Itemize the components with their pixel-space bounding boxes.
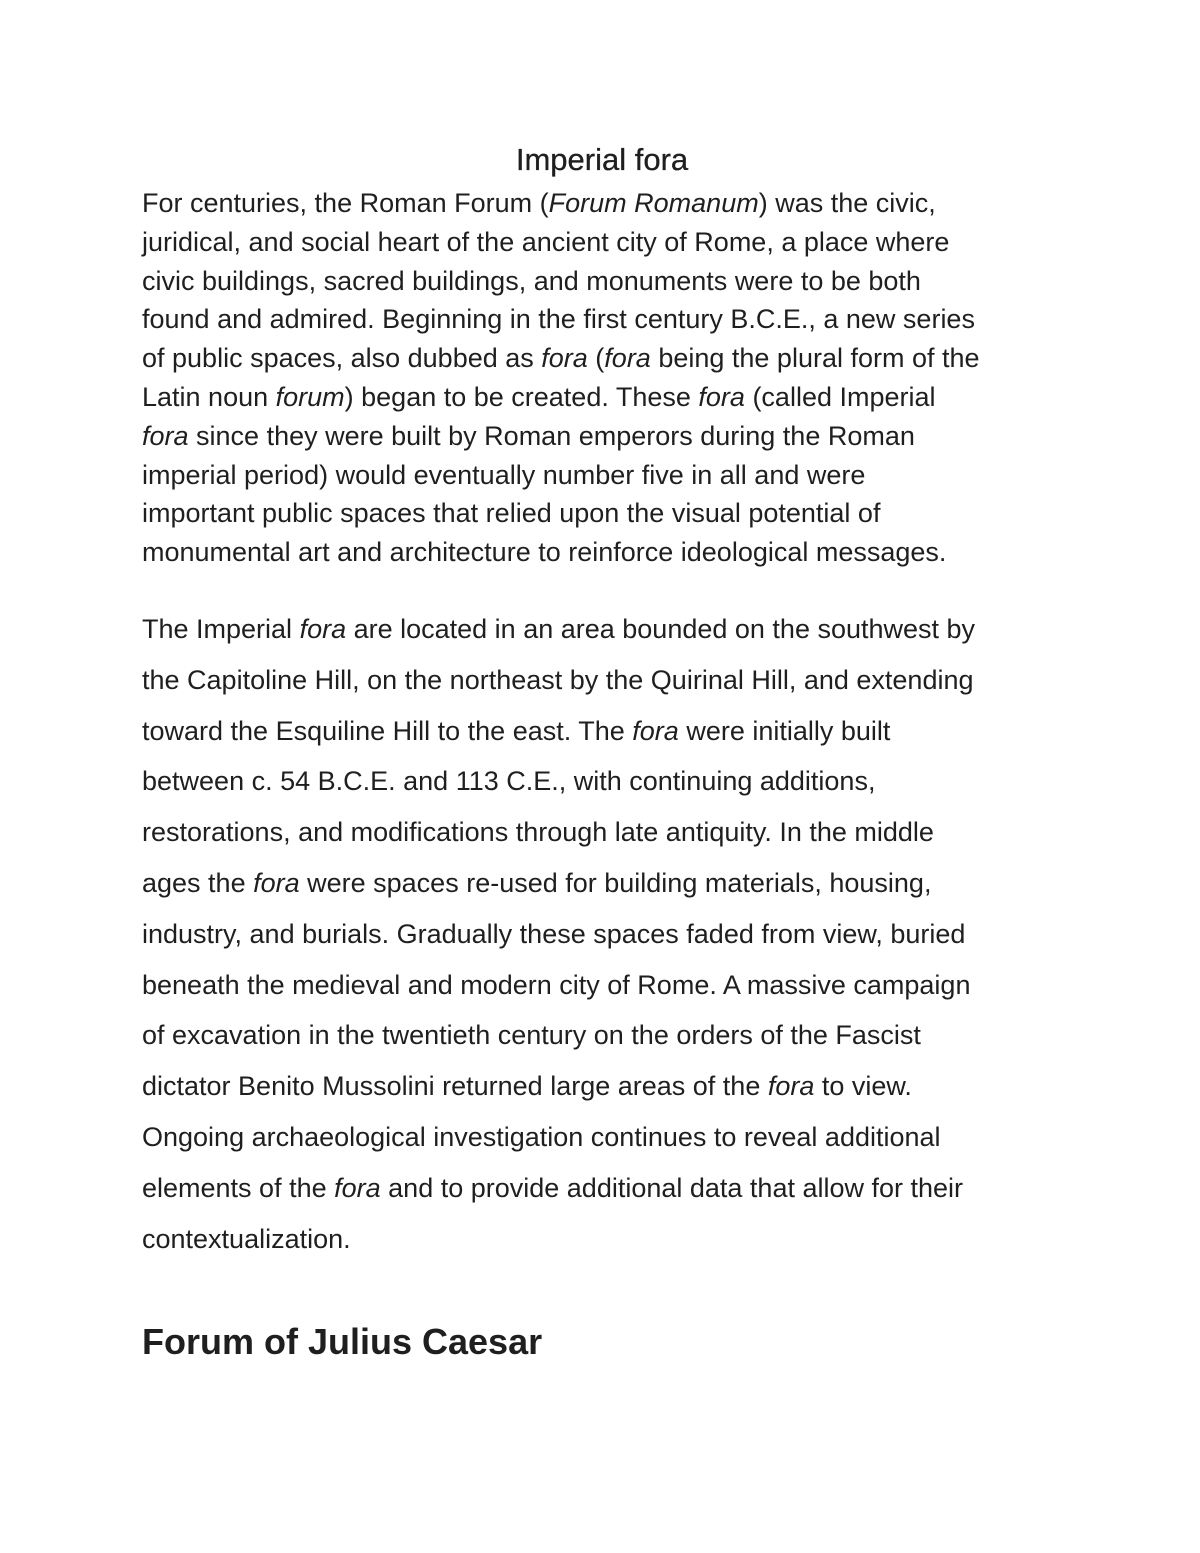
section-heading: Forum of Julius Caesar <box>142 1321 543 1363</box>
italic-term: fora <box>253 867 300 898</box>
document-page <box>142 138 1062 1364</box>
text-segment: restorations, and modifications through late antiquity. In the middle <box>142 817 934 848</box>
text-line <box>142 494 1062 533</box>
italic-term: fora <box>604 343 651 374</box>
text-line <box>142 1010 1062 1061</box>
text-segment: ) was the civic, <box>758 188 936 218</box>
italic-term: fora <box>698 381 745 412</box>
text-segment: Ongoing archaeological investigation continues to reveal additional <box>142 1121 941 1152</box>
italic-term: fora <box>541 343 588 374</box>
text-line <box>142 756 1062 807</box>
text-line <box>142 1214 1062 1265</box>
text-segment: between c. 54 B.C.E. and 113 C.E., with continuing additions, <box>142 766 876 797</box>
text-line <box>142 378 1062 417</box>
text-segment: are located in an area bounded on the southwest by <box>346 613 976 644</box>
text-line <box>142 300 1062 339</box>
text-segment: being the plural form of the <box>650 343 980 374</box>
italic-term: fora <box>632 715 679 746</box>
text-segment: of public spaces, also dubbed as <box>142 343 542 374</box>
text-segment: were spaces re-used for building materials, housing, <box>299 867 932 898</box>
text-segment: (called Imperial <box>744 381 936 412</box>
text-line <box>142 858 1062 909</box>
text-line <box>142 456 1062 495</box>
text-segment: dictator Benito Mussolini returned large areas of the <box>142 1071 768 1102</box>
text-segment: were initially built <box>678 715 891 746</box>
text-segment: juridical, and social heart of the ancient city of Rome, a place where <box>142 226 950 257</box>
text-line <box>142 223 1062 262</box>
italic-term: fora <box>299 613 347 644</box>
text-segment: the Capitoline Hill, on the northeast by the Quirinal Hill, and extending <box>142 664 974 695</box>
text-segment: important public spaces that relied upon the visual potential of <box>142 498 881 529</box>
text-segment: of excavation in the twentieth century on the orders of the Fascist <box>142 1020 921 1051</box>
italic-term: Forum Romanum <box>548 188 759 218</box>
text-segment: ages the <box>142 867 254 898</box>
text-segment: imperial period) would eventually number five in all and were <box>142 459 866 490</box>
text-segment: civic buildings, sacred buildings, and monuments were to be both <box>142 265 921 296</box>
text-segment: monumental art and architecture to reinforce ideological messages. <box>142 537 947 568</box>
text-line <box>142 604 1062 655</box>
text-line <box>142 909 1062 960</box>
text-line <box>142 262 1062 301</box>
text-line <box>142 339 1062 378</box>
text-line <box>142 960 1062 1011</box>
text-segment: Latin noun <box>142 381 276 412</box>
text-segment: toward the Esquiline Hill to the east. The <box>142 715 633 746</box>
text-segment: found and admired. Beginning in the first century B.C.E., a new series <box>142 304 975 335</box>
text-segment: since they were built by Roman emperors during the Roman <box>188 420 915 451</box>
text-segment: contextualization. <box>142 1223 351 1254</box>
text-line <box>142 1112 1062 1163</box>
text-segment: beneath the medieval and modern city of Rome. A massive campaign <box>142 969 971 1000</box>
text-segment: ( <box>587 343 605 374</box>
text-line <box>142 1163 1062 1214</box>
text-segment: industry, and burials. Gradually these spaces faded from view, buried <box>142 918 966 949</box>
italic-term: fora <box>142 420 189 451</box>
italic-term: fora <box>334 1172 381 1203</box>
text-segment: and to provide additional data that allow for their <box>380 1172 964 1203</box>
text-segment: ) began to be created. These <box>344 381 699 412</box>
text-line <box>142 417 1062 456</box>
document-title: Imperial fora <box>515 142 689 177</box>
text-line <box>142 655 1062 706</box>
text-line <box>142 807 1062 858</box>
italic-term: fora <box>767 1071 815 1102</box>
text-line <box>142 533 1062 572</box>
paragraph-intro <box>142 184 1062 572</box>
text-segment: elements of the <box>142 1172 335 1203</box>
italic-term: forum <box>275 381 345 412</box>
text-segment: For centuries, the Roman Forum ( <box>142 188 549 218</box>
paragraph-location <box>142 604 1062 1264</box>
text-line <box>142 184 1062 223</box>
text-segment: The Imperial <box>142 613 300 644</box>
text-line <box>142 1061 1062 1112</box>
text-line <box>142 706 1062 757</box>
text-segment: to view. <box>814 1071 912 1102</box>
